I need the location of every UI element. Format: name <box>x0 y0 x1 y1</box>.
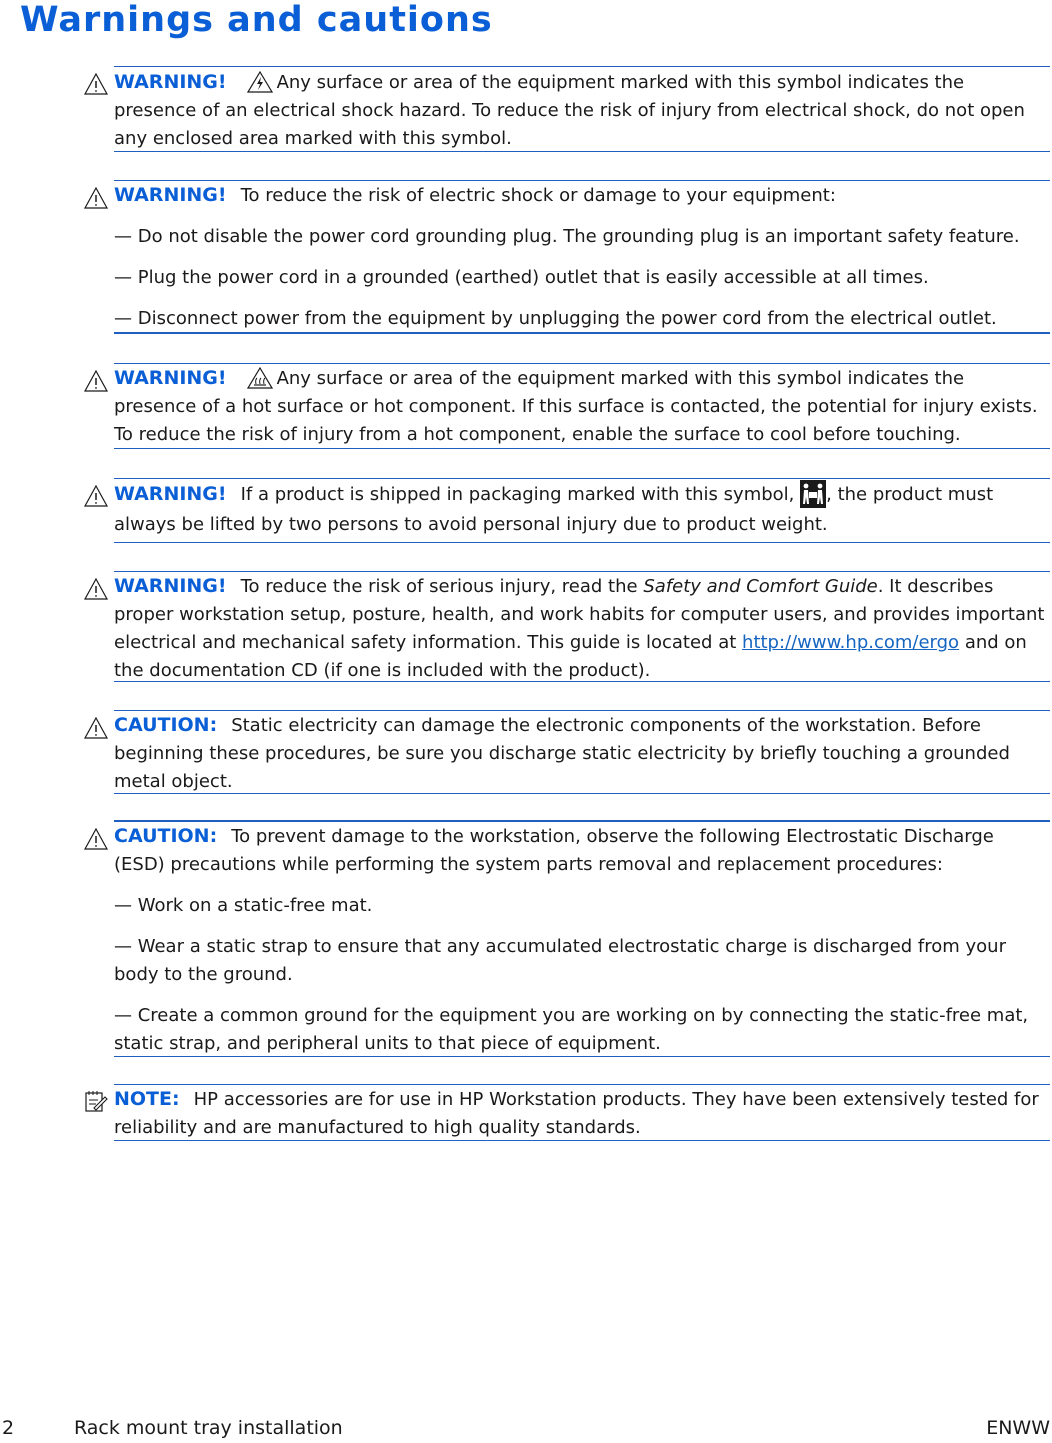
notice-text: always be lifted by two persons to avoid personal injury due to product weight. <box>114 514 828 535</box>
list-item-continued: static strap, and peripheral units to that piece of equipment. <box>114 1033 661 1054</box>
notice-text: metal object. <box>114 771 233 792</box>
warning-label: WARNING! <box>114 71 227 93</box>
list-item-continued: body to the ground. <box>114 964 293 985</box>
page-number: 2 <box>2 1417 15 1439</box>
notice-text: proper workstation setup, posture, health, and work habits for computer users, and provides important <box>114 604 1045 625</box>
notice-text: any enclosed area marked with this symbol. <box>114 128 512 149</box>
warning-triangle-icon <box>84 717 108 739</box>
note-hp-accessories: NOTE: HP accessories are for use in HP Workstation products. They have been extensively tested for reliability and are manufactured to high quality standards. <box>114 1084 1050 1141</box>
warning-triangle-icon <box>84 73 108 95</box>
warning-electric-shock-equipment: WARNING! To reduce the risk of electric shock or damage to your equipment: — Do not disable the power cord grounding plug. The grounding plug is an important safety feature. — Plug the power cord in a grounded (earthed) outlet that is easily accessible at all times. — Disconnect power from the equipment by unplugging the power cord from the electrical outlet. <box>114 180 1050 334</box>
list-item: — Wear a static strap to ensure that any accumulated electrostatic charge is discharged from your <box>114 936 1006 957</box>
list-item: — Disconnect power from the equipment by unplugging the power cord from the electrical outlet. <box>114 308 997 329</box>
notice-text: beginning these procedures, be sure you discharge static electricity by briefly touching a grounded <box>114 743 1010 764</box>
warning-triangle-icon <box>84 370 108 392</box>
caution-label: CAUTION: <box>114 825 218 847</box>
list-item: — Do not disable the power cord grounding plug. The grounding plug is an important safety feature. <box>114 226 1020 247</box>
caution-label: CAUTION: <box>114 714 218 736</box>
page-title: Warnings and cautions <box>20 0 493 40</box>
warning-electrical-shock: WARNING! Any surface or area of the equipment marked with this symbol indicates the presence of an electrical shock hazard. To reduce the risk of injury from electrical shock, do not open any enclosed area marked with this symbol. <box>114 66 1050 152</box>
warning-triangle-icon <box>84 485 108 507</box>
notice-text: the documentation CD (if one is included with the product). <box>114 660 651 681</box>
caution-static-electricity: CAUTION: Static electricity can damage the electronic components of the workstation. Before beginning these procedures, be sure you discharge static electricity by briefly touching a grounded metal object. <box>114 710 1050 794</box>
note-pad-icon <box>84 1089 108 1113</box>
warning-hot-surface: WARNING! Any surface or area of the equipment marked with this symbol indicates the presence of a hot surface or hot component. If this surface is contacted, the potential for injury exists. To reduce the risk of injury from a hot component, enable the surface to cool before touching. <box>114 363 1050 449</box>
ergo-link[interactable]: http://www.hp.com/ergo <box>742 632 960 653</box>
hot-surface-symbol-icon <box>247 367 273 389</box>
list-item: — Work on a static-free mat. <box>114 895 373 916</box>
warning-triangle-icon <box>84 187 108 209</box>
warning-heavy-product: WARNING! If a product is shipped in packaging marked with this symbol, , the product must always be lifted by two persons to avoid personal injury due to product weight. <box>114 478 1050 543</box>
warning-label: WARNING! <box>114 575 227 597</box>
notice-text: reliability and are manufactured to high quality standards. <box>114 1117 641 1138</box>
notice-text: (ESD) precautions while performing the system parts removal and replacement procedures: <box>114 854 943 875</box>
electrical-shock-symbol-icon <box>247 71 273 93</box>
footer-code: ENWW <box>986 1417 1050 1439</box>
warning-safety-comfort-guide: WARNING! To reduce the risk of serious injury, read the Safety and Comfort Guide. It describes proper workstation setup, posture, health, and work habits for computer users, and provides important electrical and mechanical safety information. This guide is located at http://www.hp.com/ergo and on the documentation CD (if one is included with the product). <box>114 571 1050 682</box>
warning-triangle-icon <box>84 578 108 600</box>
caution-esd-precautions: CAUTION: To prevent damage to the workstation, observe the following Electrostatic Discharge (ESD) precautions while performing the system parts removal and replacement procedures: — Work on a static-free mat. — Wear a static strap to ensure that any accumulated electrostatic charge is discharged from your body to the ground. — Create a common ground for the equipment you are working on by connecting the static-free mat, static strap, and peripheral units to that piece of equipment. <box>114 820 1050 1057</box>
notice-text: presence of an electrical shock hazard. To reduce the risk of injury from electrical shock, do not open <box>114 100 1025 121</box>
note-label: NOTE: <box>114 1088 180 1110</box>
footer-section-title: Rack mount tray installation <box>74 1417 343 1439</box>
warning-label: WARNING! <box>114 483 227 505</box>
warning-triangle-icon <box>84 828 108 850</box>
list-item: — Plug the power cord in a grounded (earthed) outlet that is easily accessible at all times. <box>114 267 929 288</box>
warning-label: WARNING! <box>114 184 227 206</box>
notice-text: To reduce the risk of injury from a hot component, enable the surface to cool before touching. <box>114 424 961 445</box>
warning-label: WARNING! <box>114 367 227 389</box>
list-item: — Create a common ground for the equipment you are working on by connecting the static-free mat, <box>114 1005 1029 1026</box>
notice-text: presence of a hot surface or hot component. If this surface is contacted, the potential for injury exists. <box>114 396 1038 417</box>
two-person-lift-icon <box>800 480 826 508</box>
guide-title: Safety and Comfort Guide <box>643 576 878 597</box>
